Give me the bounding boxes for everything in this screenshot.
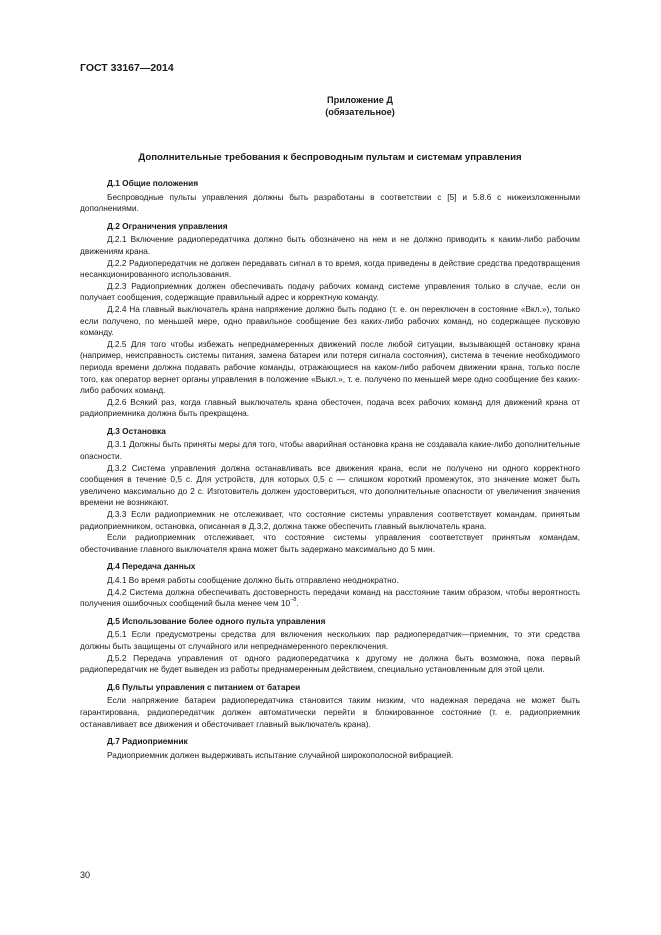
paragraph: Д.5.2 Передача управления от одного радиопередатчика к другому не должна быть возможна, пока первый радиопередатчик не будет выведен из работы преднамеренным действием, специально установленным для этой цели. <box>80 652 580 675</box>
appendix-title: Приложение Д <box>327 95 393 105</box>
paragraph: Беспроводные пульты управления должны быть разработаны в соответствии с [5] и 5.8.6 с нижеизложенными дополнениями. <box>80 191 580 214</box>
paragraph: Д.3.1 Должны быть приняты меры для того, чтобы аварийная остановка крана не создавала какие-либо дополнительные опасности. <box>80 439 580 462</box>
section-heading-4: Д.4 Передача данных <box>107 561 196 572</box>
section-heading-6: Д.6 Пульты управления с питанием от батареи <box>107 681 301 692</box>
paragraph-text: Д.4.2 Система должна обеспечивать достоверность передачи команд на расстояние таким образом, чтобы вероятность получения ошибочных сообщений была менее чем 10 <box>80 586 580 609</box>
paragraph: Д.2.3 Радиоприемник должен обеспечивать подачу рабочих команд системе управления только в случае, если он получает сообщения, содержащие правильный адрес и корректную команду. <box>80 280 580 303</box>
paragraph: Д.3.3 Если радиоприемник не отслеживает, что состояние системы управления соответствует командам, принятым радиоприемником, остановка, описанная в Д.3.2, должна также обеспечить главный выключатель крана. <box>80 509 580 531</box>
appendix-status: (обязательное) <box>325 107 395 117</box>
document-title: Дополнительные требования к беспроводным пультам и системам управления <box>138 152 522 163</box>
section-heading-2: Д.2 Ограничения управления <box>107 220 228 231</box>
paragraph: Д.2.1 Включение радиопередатчика должно быть обозначено на нем и не должно приводить к каким-либо рабочим движениям крана. <box>80 234 580 256</box>
paragraph: Д.2.2 Радиопередатчик не должен передавать сигнал в то время, когда приведены в действие средства предотвращения несанкционированного использования. <box>80 257 580 280</box>
paragraph: Д.3.2 Система управления должна останавливать все движения крана, если не получено ни одного корректного сообщения в течение 0,5 с. Для устройств, для которых 0,5 с — слишком короткий промежуток, это значение может быть увеличено максимально до 2 с. Изготовитель должен удостовериться, что дополнительные опасности от увеличения значения времени не возникают. <box>80 462 580 508</box>
paragraph-with-exponent <box>80 587 580 610</box>
section-heading-3: Д.3 Остановка <box>107 425 166 436</box>
paragraph: Д.2.4 На главный выключатель крана напряжение должно быть подано (т. е. он переключен в состояние «Вкл.»), только если получено, по меньшей мере, одно правильное сообщение без каких-либо рабочих команд, но содержащее пусковую команду. <box>80 303 580 338</box>
paragraph: Радиоприемник должен выдерживать испытание случайной широкополосной вибрацией. <box>107 749 454 760</box>
paragraph: Если радиоприемник отслеживает, что состояние системы управления соответствует принятым командам, обесточивание главного выключателя крана может быть задержано максимально до 5 мин. <box>80 532 580 554</box>
paragraph: Д.2.5 Для того чтобы избежать непреднамеренных движений после любой ситуации, вызывающей остановку крана (например, неисправность системы питания, замена батареи или потеря сигнала состояния), система в течение необходимого периода времени должна подавать рабочие команды, отражающиеся на каком-либо рабочем движении крана, только после того, как оператор вернет органы управления в положение «Выкл.», т. е. получено по меньшей мере одно сообщение без каких-либо рабочих команд. <box>80 338 580 396</box>
paragraph: Д.5.1 Если предусмотрены средства для включения нескольких пар радиопередатчик—приемник, то эти средства должны быть защищены от случайного или непреднамеренного переключения. <box>80 629 580 651</box>
paragraph: Если напряжение батареи радиопередатчика становится таким низким, что надежная передача не может быть гарантирована, радиопередатчик должен автоматически перейти в блокированное состояние (т. е. радиоприемник останавливает все движения и обесточивает главный выключатель крана). <box>80 695 580 729</box>
section-heading-5: Д.5 Использование более одного пульта управления <box>107 615 326 626</box>
section-heading-7: Д.7 Радиоприемник <box>107 736 188 747</box>
paragraph-end: . <box>296 598 299 609</box>
paragraph: Д.2.6 Всякий раз, когда главный выключатель крана обесточен, подача всех рабочих команд для движений крана от радиоприемника должна быть прекращена. <box>80 396 580 419</box>
section-heading-1: Д.1 Общие положения <box>107 178 199 188</box>
page-number: 30 <box>80 870 91 880</box>
exponent: −8 <box>290 597 297 604</box>
document-body <box>80 178 580 761</box>
standard-number: ГОСТ 33167—2014 <box>80 62 174 74</box>
paragraph: Д.4.1 Во время работы сообщение должно быть отправлено неоднократно. <box>107 575 399 585</box>
